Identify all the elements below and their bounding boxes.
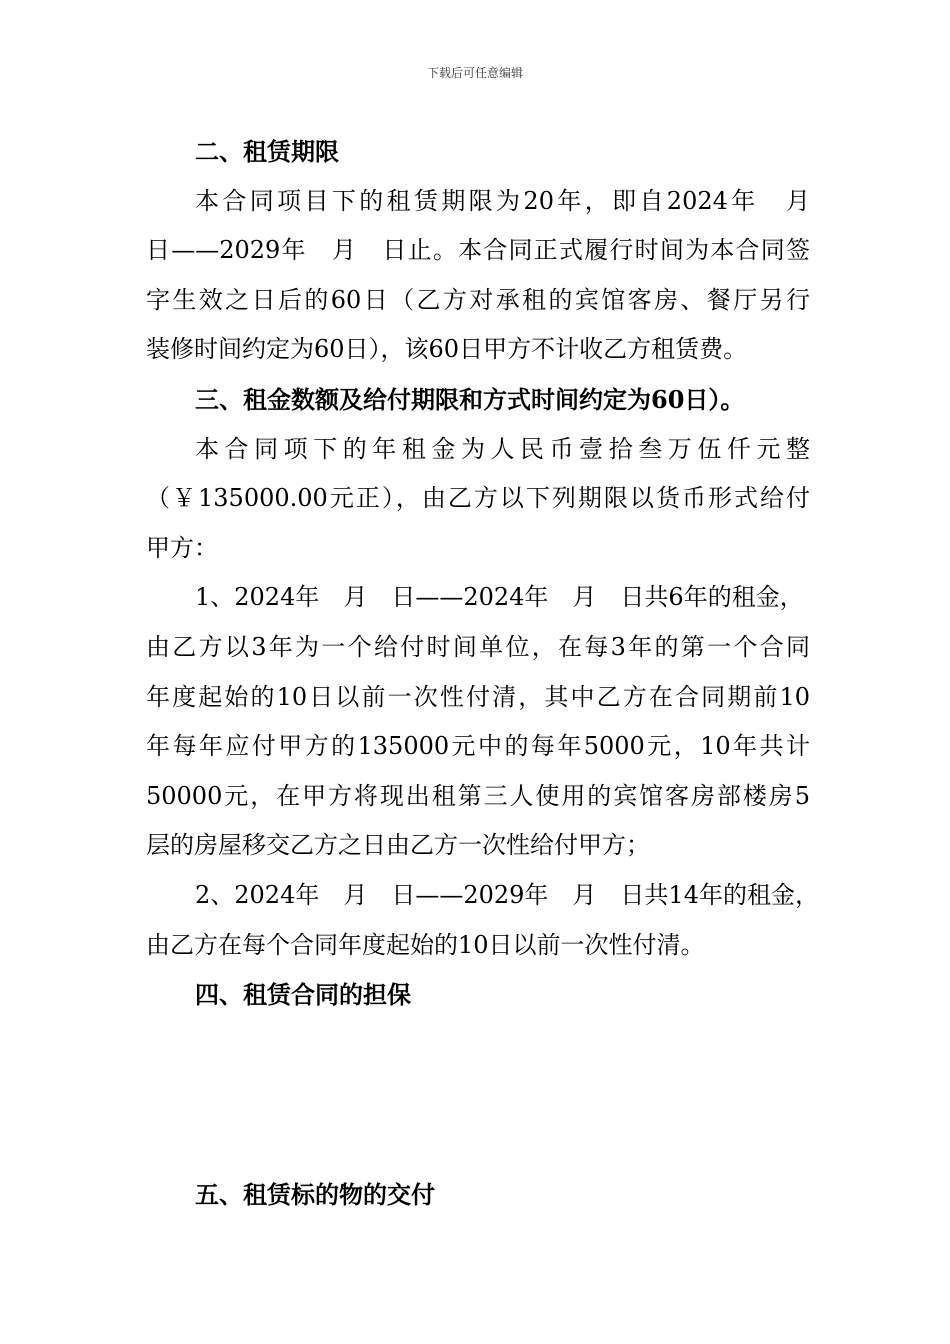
list-item-1-line: 50000元，在甲方将现出租第三人使用的宾馆客房部楼房5 — [146, 781, 810, 810]
paragraph-line: 本合同项下的年租金为人民币壹拾叁万伍仟元整 — [195, 434, 810, 463]
paragraph-line: 装修时间约定为60日），该60日甲方不计收乙方租赁费。 — [146, 335, 748, 364]
paragraph-line: 本合同项目下的租赁期限为20年，即自2024年 月 — [195, 186, 810, 215]
list-item-1-line: 层的房屋移交乙方之日由乙方一次性给付甲方； — [146, 831, 650, 860]
section-heading-lease-term: 二、租赁期限 — [195, 137, 339, 166]
blank-space — [146, 1020, 810, 1170]
paragraph-line: 日——2029年 月 日止。本合同正式履行时间为本合同签 — [146, 236, 810, 265]
document-body — [146, 127, 819, 1219]
list-item-1-line: 年度起始的10日以前一次性付清，其中乙方在合同期前10 — [146, 682, 810, 711]
paragraph-line: 甲方： — [146, 533, 218, 562]
list-item-1-line: 年每年应付甲方的135000元中的每年5000元，10年共计 — [146, 732, 810, 761]
page-header: 下载后可任意编辑 — [426, 66, 523, 80]
paragraph-line: 字生效之日后的60日（乙方对承租的宾馆客房、餐厅另行 — [146, 285, 810, 314]
list-item-1-line: 1、2024年 月 日——2024年 月 日共6年的租金， — [195, 583, 804, 612]
section-heading-delivery: 五、租赁标的物的交付 — [195, 1179, 435, 1209]
section-heading-guarantee: 四、租赁合同的担保 — [195, 980, 411, 1010]
list-item-2-line: 由乙方在每个合同年度起始的10日以前一次性付清。 — [146, 930, 705, 959]
section-heading-rent: 三、租金数额及给付期限和方式时间约定为60日）。 — [195, 384, 745, 414]
list-item-1-line: 由乙方以3年为一个给付时间单位，在每3年的第一个合同 — [146, 632, 810, 661]
list-item-2-line: 2、2024年 月 日——2029年 月 日共14年的租金， — [195, 880, 819, 909]
paragraph-line: （￥135000.00元正），由乙方以下列期限以货币形式给付 — [146, 484, 810, 513]
